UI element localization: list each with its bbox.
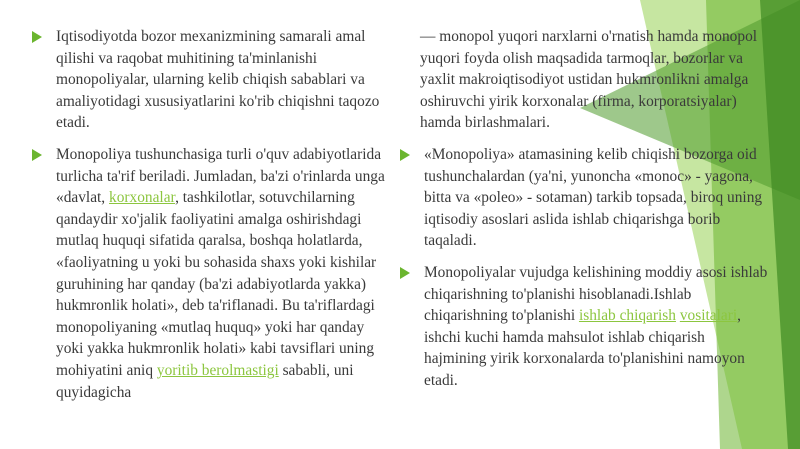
arrow-bullet-icon	[32, 31, 42, 43]
arrow-bullet-icon	[400, 267, 410, 279]
yoritib-link[interactable]: yoritib berolmastigi	[156, 361, 279, 379]
bullet-text	[56, 144, 392, 403]
arrow-bullet-icon	[32, 149, 42, 161]
bullet-text: Iqtisodiyotda bozor mexanizmining samarali amal qilishi va raqobat muhitining ta'minlanishi monopoliyalar, ularning kelib chiqish sabablari va amaliyotidagi xususiyatlarini ko'rib chiqishni taqozo etadi.	[56, 28, 380, 132]
text-segment: Monopoliya tushunchasiga turli o'quv adabiyotlarida turlicha ta'rif beriladi. Jumladan, ba'zi o'rinlarda unga «davlat,	[56, 145, 385, 207]
bullet-text	[424, 262, 770, 392]
left-column	[32, 26, 392, 413]
bullet-item	[400, 262, 770, 392]
arrow-bullet-icon	[400, 149, 410, 161]
bullet-item	[400, 144, 770, 252]
korxonalar-link[interactable]: korxonalar	[109, 189, 176, 207]
bullet-item	[32, 26, 392, 134]
bullet-text: «Monopoliya» atamasining kelib chiqishi bozorga oid tushunchalardan (ya'ni, yunoncha «monoc» - yagona, bitta va «poleo» - sotaman) tarkib topsada, biroq uning iqtisodiy asoslari aslida ishlab chiqarishga borib taqaladi.	[424, 145, 763, 250]
right-column	[400, 26, 770, 402]
text-segment: , tashkilotlar, sotuvchilarning qandaydir xo'jalik faoliyatini amalga oshirishdagi mutlaq huquqi sifatida qaralsa, boshqa holatlarda, «faoliyatning u yoki bu sohasida shaxs yoki kishilar guruhining har qanday (ba'zi adabiyotlarda yakka) hukmronlik holati», deb ta'riflanadi. Bu ta'riflardagi monopoliyaning «mutlaq huquq» yoki har qanday yoki yakka hukmronlik holati» kabi tavsiflari uning mohiyatini aniq	[56, 189, 377, 379]
ishlab-chiqarish-link[interactable]: ishlab chiqarish	[578, 307, 676, 325]
text-segment: Monopoliyalar vujudga kelishining moddiy asosi ishlab chiqarishning to'planishi hisoblanadi.Ishlab chiqarishning to'planishi	[424, 263, 768, 325]
bullet-item	[32, 144, 392, 403]
vositalari-link[interactable]: vositalari	[679, 307, 738, 325]
text-segment: , ishchi kuchi hamda mahsulot ishlab chiqarish hajmining yirik korxonalarda to'planishini namoyon etadi.	[424, 307, 745, 389]
continuation-text: — monopol yuqori narxlarni o'rnatish hamda monopol yuqori foyda olish maqsadida tarmoqlar, bozorlar va yaxlit makroiqtisodiyot ustidan hukmronlikni amalga oshiruvchi yirik korxonalar (firma, korporatsiyalar) hamda birlashmalari.	[420, 28, 758, 132]
text-segment: sababli, uni quyidagicha	[56, 361, 354, 401]
